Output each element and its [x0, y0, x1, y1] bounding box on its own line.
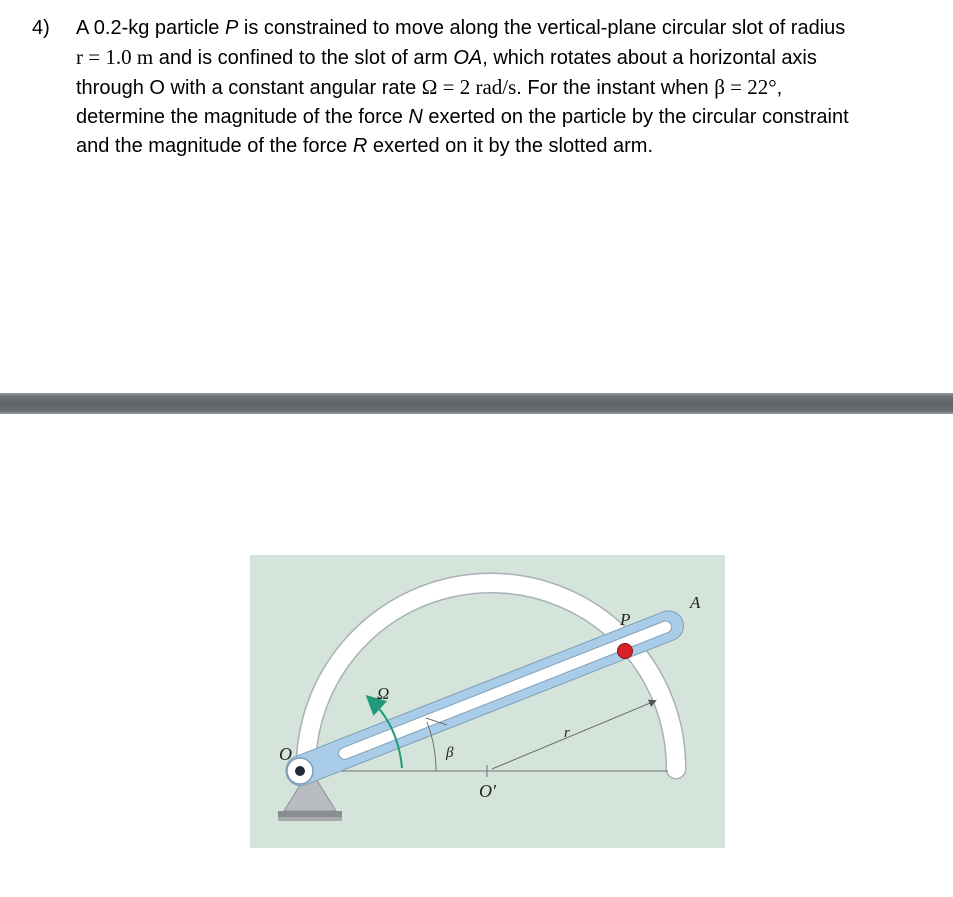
- symbol-P: P: [224, 17, 239, 39]
- problem-number: 4): [32, 17, 50, 39]
- symbol-OA: OA: [453, 47, 483, 69]
- label-P: P: [620, 610, 631, 629]
- text-run: and is confined to the slot of arm: [153, 47, 454, 69]
- text-run: through O with a constant angular rate: [76, 77, 422, 99]
- text-run: determine the magnitude of the force: [76, 106, 409, 128]
- text-run: , which rotates about a horizontal axis: [482, 47, 817, 69]
- text-run: is constrained to move along the vertical-plane circular slot of radius: [238, 17, 846, 39]
- pivot-O-center: [295, 766, 305, 776]
- mechanism-diagram: [250, 555, 725, 848]
- label-O: O: [279, 744, 292, 764]
- beta-value: β = 22°: [714, 75, 777, 99]
- divider-bar: [0, 393, 953, 414]
- text-run: exerted on the particle by the circular constraint: [422, 106, 849, 128]
- problem-line-5: [76, 132, 936, 161]
- symbol-N: N: [408, 106, 423, 128]
- text-run: exerted on it by the slotted arm.: [367, 135, 654, 157]
- radius-dimension: [492, 701, 655, 769]
- label-A: A: [690, 593, 701, 612]
- ground-base: [278, 811, 342, 817]
- symbol-R: R: [352, 135, 368, 157]
- text-run: ,: [776, 77, 783, 99]
- mechanism-figure: [250, 555, 725, 848]
- text-run: A 0.2-kg particle: [76, 17, 225, 39]
- radius-value: r = 1.0 m: [76, 45, 154, 69]
- ground-hatch: [278, 817, 342, 821]
- text-run: . For the instant when: [516, 77, 715, 99]
- text-run: and the magnitude of the force: [76, 135, 353, 157]
- label-O-prime: O′: [479, 781, 496, 801]
- omega-value: Ω = 2 rad/s: [421, 75, 517, 99]
- problem-text: [76, 14, 936, 161]
- label-r: r: [564, 725, 570, 741]
- problem-line-3: [76, 73, 936, 103]
- label-beta: β: [446, 745, 454, 761]
- problem-line-4: [76, 103, 936, 132]
- label-omega: Ω: [377, 684, 390, 703]
- particle-P: [618, 644, 633, 659]
- problem-line-1: [76, 14, 936, 43]
- slotted-arm-OA: [281, 606, 687, 790]
- problem-line-2: [76, 43, 936, 73]
